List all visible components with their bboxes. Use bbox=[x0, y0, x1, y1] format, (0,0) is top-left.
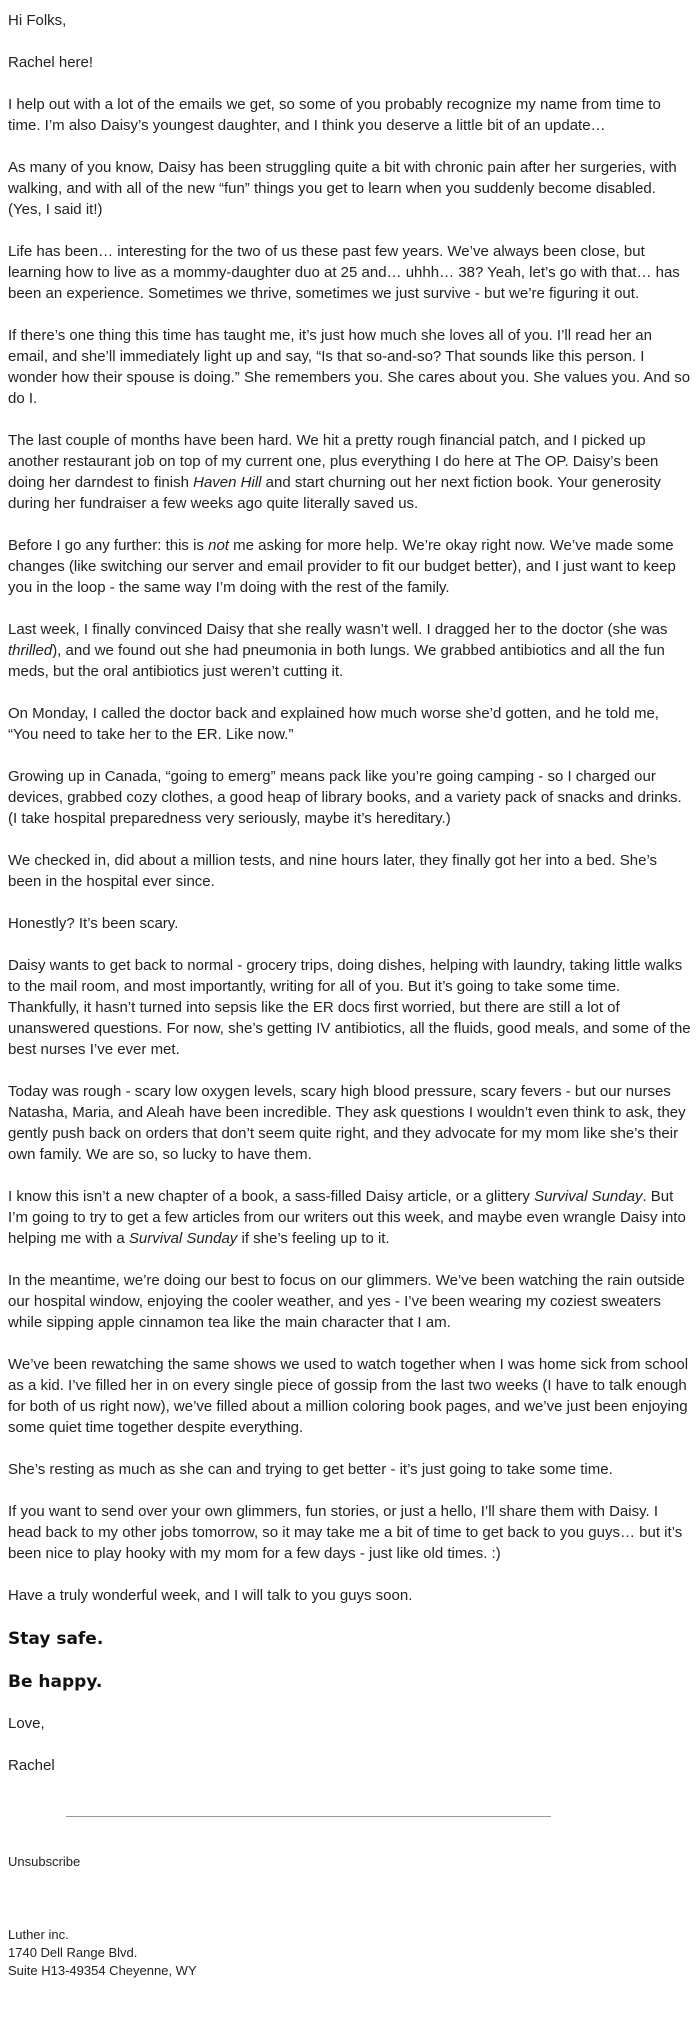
paragraph-text: I help out with a lot of the emails we get, so some of you probably recognize my name from time to time. I’m also Daisy’s youngest daughter, and I think you deserve a little bit of an update… bbox=[8, 96, 661, 134]
closing: Love, bbox=[8, 1715, 45, 1732]
body-paragraph bbox=[8, 1081, 692, 1165]
paragraph-text: She’s resting as much as she can and trying to get better - it’s just going to take some time. bbox=[8, 1461, 613, 1478]
paragraph-text: and start churning out her next fiction book. Your generosity during her fundraiser a few weeks ago quite literally saved us. bbox=[8, 474, 661, 512]
body-paragraph bbox=[8, 955, 692, 1060]
body-paragraph bbox=[8, 1270, 692, 1333]
body-paragraph bbox=[8, 430, 692, 514]
footer-divider bbox=[66, 1816, 551, 1817]
body-paragraph bbox=[8, 850, 692, 892]
paragraph-text: If you want to send over your own glimmers, fun stories, or just a hello, I’ll share them with Daisy. I head back to my other jobs tomorrow, so it may take me a bit of time to get back to you guys… but it’s been nice to play hooky with my mom for a few days - just like old times. :) bbox=[8, 1503, 683, 1562]
body-paragraph bbox=[8, 1354, 692, 1438]
paragraph-text: Life has been… interesting for the two of us these past few years. We’ve always been close, but learning how to live as a mommy-daughter duo at 25 and… uhhh… 38? Yeah, let’s go with that… has been an experience. Sometimes we thrive, sometimes we just survive - but we’re figuring it out. bbox=[8, 243, 680, 302]
company-name: Luther inc. bbox=[8, 1927, 69, 1942]
body-paragraph bbox=[8, 766, 692, 829]
italic-text: Survival Sunday bbox=[534, 1188, 643, 1205]
paragraph-text: We’ve been rewatching the same shows we used to watch together when I was home sick from school as a kid. I’ve filled her in on every single piece of gossip from the last two weeks (I have to talk enough for both of us right now), we’ve filled about a million coloring book pages, and we’ve just been enjoying some quiet time together despite everything. bbox=[8, 1356, 689, 1436]
signature: Rachel bbox=[8, 1757, 55, 1774]
paragraph-text: ), and we found out she had pneumonia in both lungs. We grabbed antibiotics and all the fun meds, but the oral antibiotics just weren’t cutting it. bbox=[8, 642, 665, 680]
paragraph-text: If there’s one thing this time has taught me, it’s just how much she loves all of you. I’ll read her an email, and she’ll immediately light up and say, “Is that so-and-so? That sounds like this person. I wonder how their spouse is doing.” She remembers you. She cares about you. She values you. And so do I. bbox=[8, 327, 691, 407]
paragraph-text: I know this isn’t a new chapter of a book, a sass-filled Daisy article, or a glittery bbox=[8, 1188, 535, 1205]
italic-text: Haven Hill bbox=[193, 474, 262, 491]
paragraph-text: On Monday, I called the doctor back and explained how much worse she’d gotten, and he told me, “You need to take her to the ER. Like now.” bbox=[8, 705, 659, 743]
sign-off-be-happy: Be happy. bbox=[8, 1672, 103, 1692]
greeting: Hi Folks, bbox=[8, 12, 67, 29]
italic-text: thrilled bbox=[8, 642, 53, 659]
paragraph-text: me asking for more help. We’re okay right now. We’ve made some changes (like switching our server and email provider to fit our budget better), and I just want to keep you in the loop - the same way I’m doing with the rest of the family. bbox=[8, 537, 676, 596]
body-paragraph bbox=[8, 913, 692, 934]
italic-text: Survival Sunday bbox=[128, 1230, 238, 1247]
footer-address bbox=[8, 1926, 692, 1980]
body-paragraph bbox=[8, 703, 692, 745]
body-paragraph bbox=[8, 1585, 692, 1606]
body-paragraph bbox=[8, 1459, 692, 1480]
paragraph-text: Growing up in Canada, “going to emerg” means pack like you’re going camping - so I charged our devices, grabbed cozy clothes, a good heap of library books, and a variety pack of snacks and drinks. (I take hospital preparedness very seriously, maybe it’s hereditary.) bbox=[8, 768, 682, 827]
italic-text: not bbox=[208, 537, 229, 554]
paragraph-text: . But I’m going to try to get a few articles from our writers out this week, and maybe even wrangle Daisy into helping me with a bbox=[8, 1188, 686, 1247]
paragraph-list bbox=[8, 94, 692, 1606]
paragraph-text: Daisy wants to get back to normal - grocery trips, doing dishes, helping with laundry, taking little walks to the mail room, and most importantly, writing for all of you. But it’s going to take some time. Thankfully, it hasn’t turned into sepsis like the ER docs first worried, but there are still a lot of unanswered questions. For now, she’s getting IV antibiotics, all the fluids, good meals, and some of the best nurses I’ve ever met. bbox=[8, 957, 691, 1058]
sign-off-stay-safe: Stay safe. bbox=[8, 1629, 104, 1649]
body-paragraph bbox=[8, 241, 692, 304]
body-paragraph bbox=[8, 1501, 692, 1564]
body-paragraph bbox=[8, 535, 692, 598]
address-line-2: Suite H13-49354 Cheyenne, WY bbox=[8, 1963, 197, 1978]
body-paragraph bbox=[8, 157, 692, 220]
paragraph-text: As many of you know, Daisy has been struggling quite a bit with chronic pain after her surgeries, with walking, and with all of the new “fun” things you get to learn when you suddenly become disabled. (Yes, I said it!) bbox=[8, 159, 677, 218]
paragraph-text: Last week, I finally convinced Daisy that she really wasn’t well. I dragged her to the doctor (she was bbox=[8, 621, 668, 638]
paragraph-text: Honestly? It’s been scary. bbox=[8, 915, 179, 932]
address-line-1: 1740 Dell Range Blvd. bbox=[8, 1945, 138, 1960]
body-paragraph bbox=[8, 1186, 692, 1249]
paragraph-text: if she’s feeling up to it. bbox=[237, 1230, 390, 1247]
paragraph-text: The last couple of months have been hard. We hit a pretty rough financial patch, and I picked up another restaurant job on top of my current one, plus everything I do here at The OP. Daisy’s been doing her darndest to finish bbox=[8, 432, 659, 491]
paragraph-text: In the meantime, we’re doing our best to focus on our glimmers. We’ve been watching the rain outside our hospital window, enjoying the cooler weather, and yes - I’ve been wearing my coziest sweaters while sipping apple cinnamon tea like the main character that I am. bbox=[8, 1272, 685, 1331]
paragraph-text: We checked in, did about a million tests, and nine hours later, they finally got her into a bed. She’s been in the hospital ever since. bbox=[8, 852, 658, 890]
body-paragraph bbox=[8, 325, 692, 409]
paragraph-text: Have a truly wonderful week, and I will talk to you guys soon. bbox=[8, 1587, 413, 1604]
paragraph-text: Before I go any further: this is bbox=[8, 537, 209, 554]
intro-line: Rachel here! bbox=[8, 54, 94, 71]
paragraph-text: Today was rough - scary low oxygen levels, scary high blood pressure, scary fevers - but our nurses Natasha, Maria, and Aleah have been incredible. They ask questions I wouldn’t even think to ask, they gently push back on orders that don’t seem quite right, and they advocate for my mom like she’s their own family. We are so, so lucky to have them. bbox=[8, 1083, 686, 1163]
body-paragraph bbox=[8, 94, 692, 136]
unsubscribe-link[interactable]: Unsubscribe bbox=[8, 1854, 81, 1869]
body-paragraph bbox=[8, 619, 692, 682]
